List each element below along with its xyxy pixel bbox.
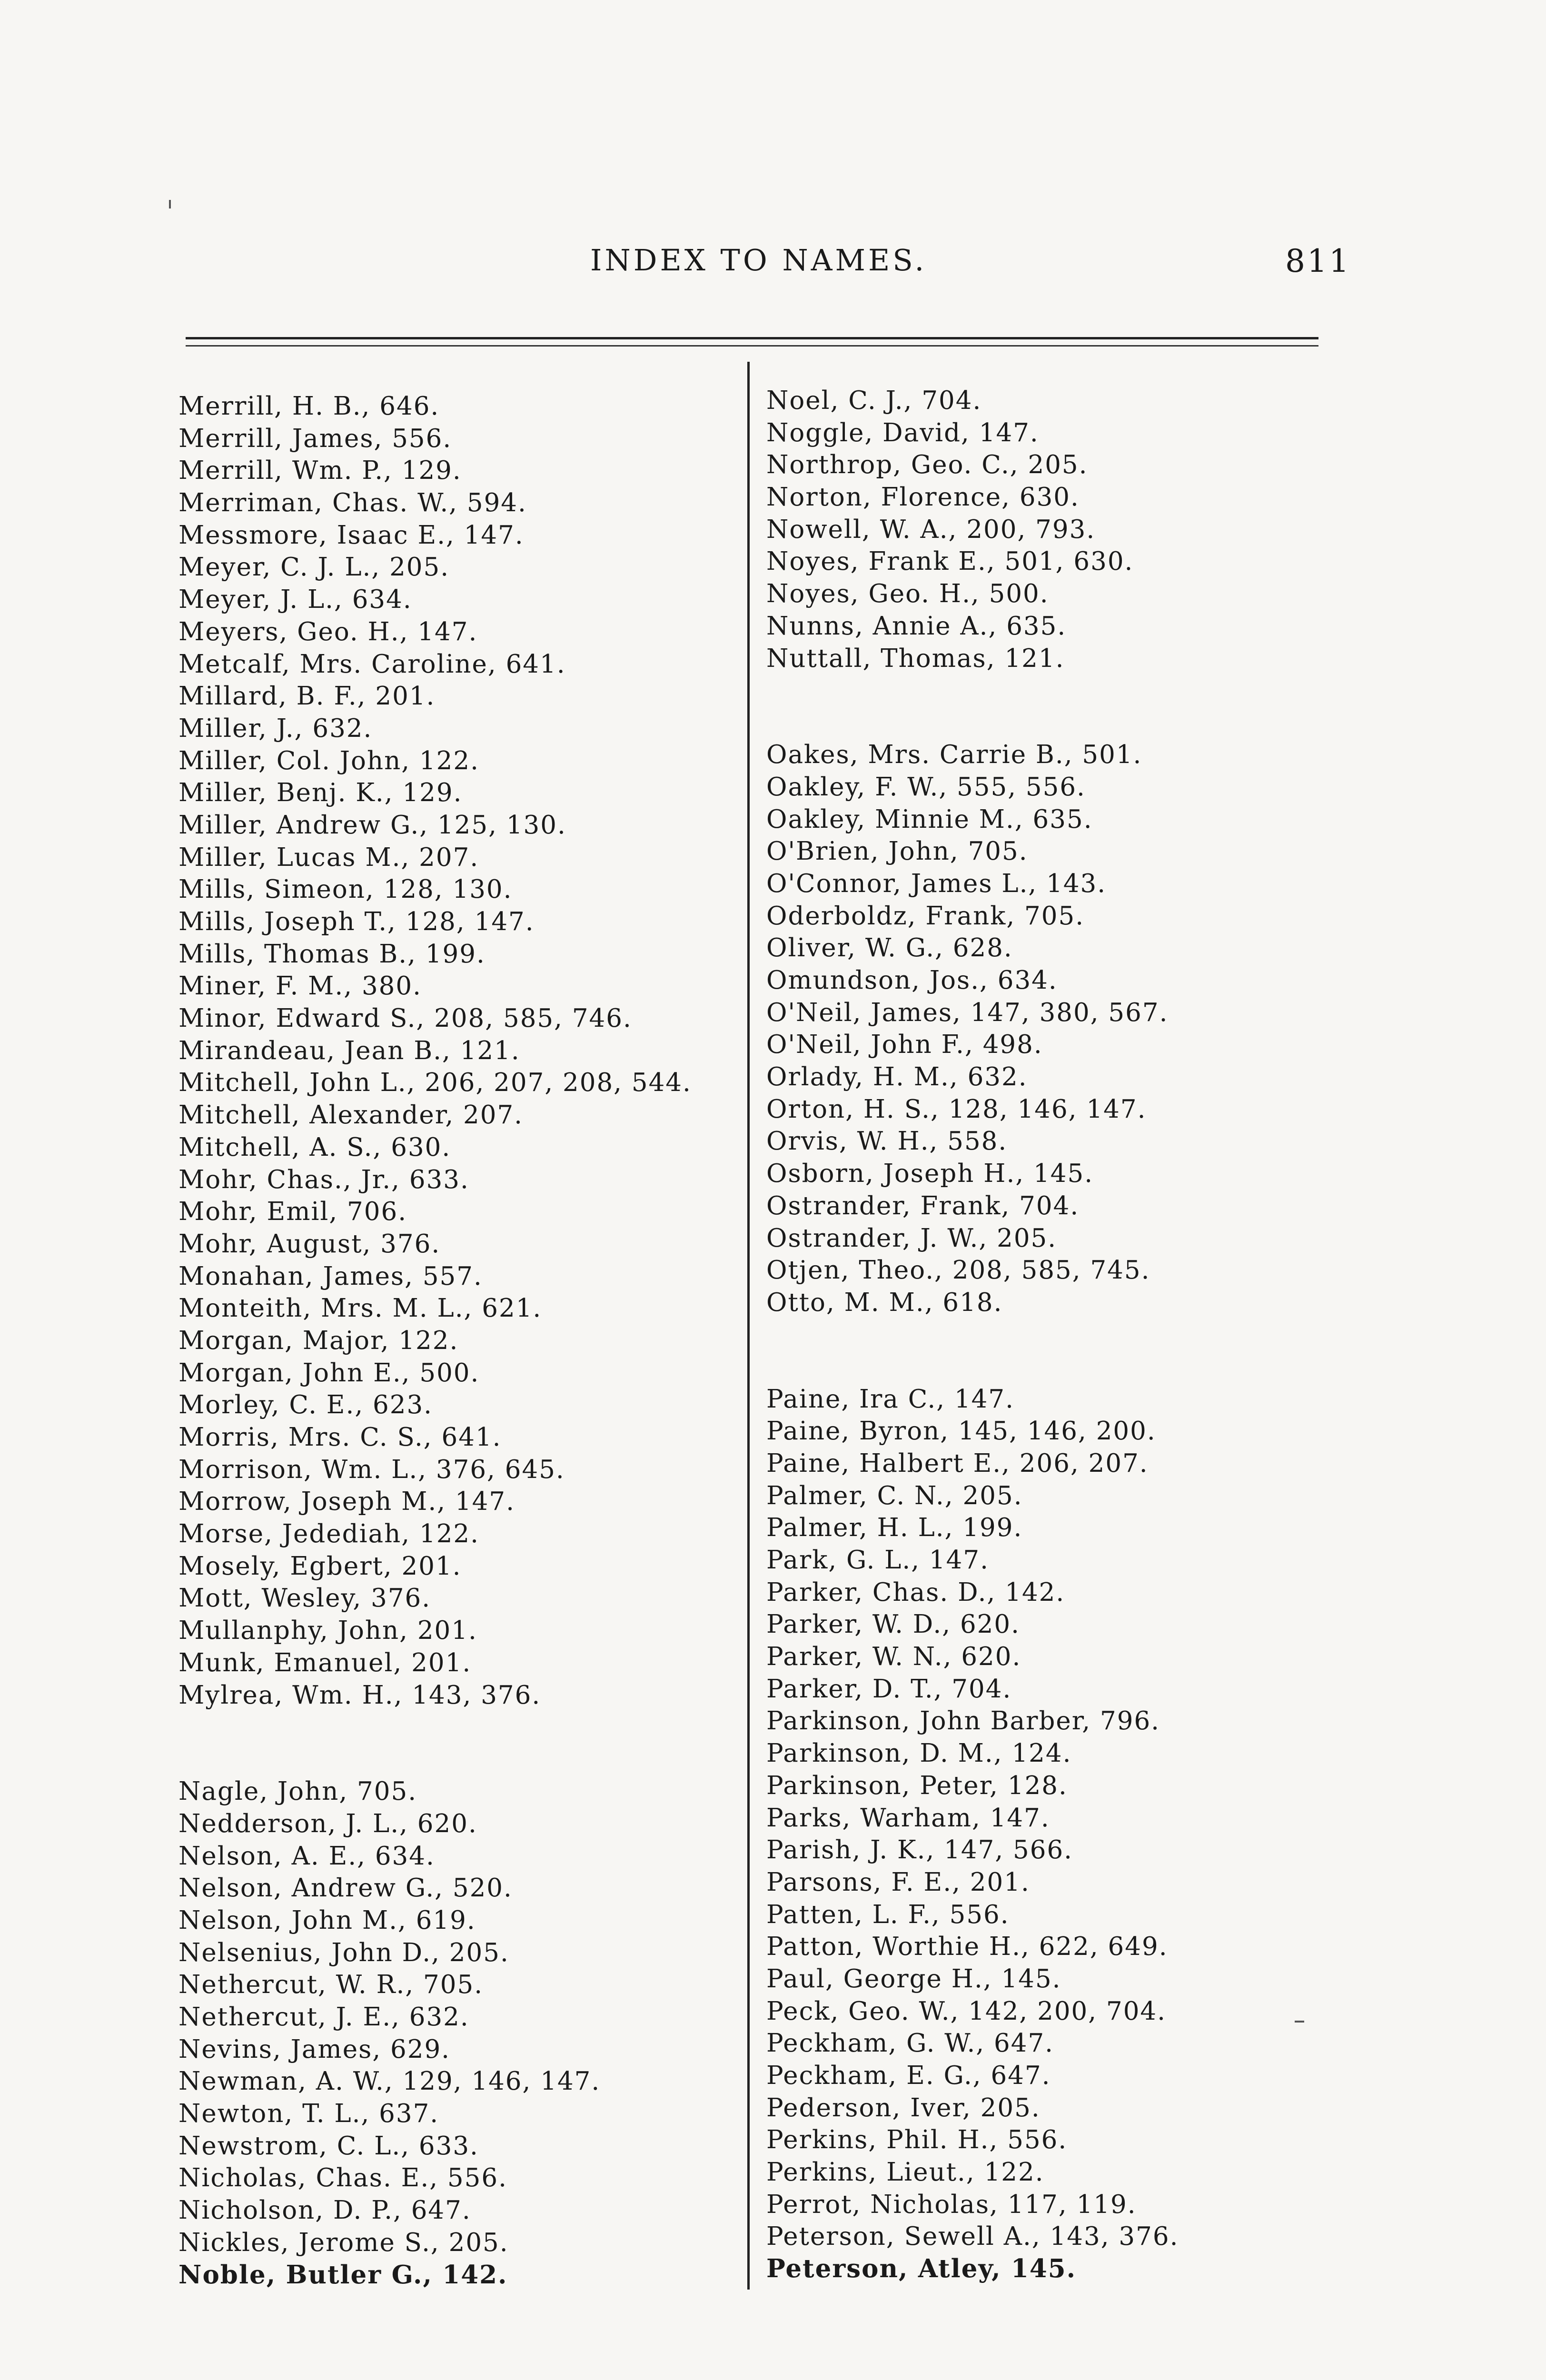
index-entry: Peterson, Atley, 145. — [766, 2254, 1077, 2284]
index-entry: Miller, Lucas M., 207. — [178, 843, 479, 872]
speck-mark — [1295, 2021, 1304, 2023]
index-entry: Monahan, James, 557. — [178, 1261, 483, 1291]
index-entry: Mills, Joseph T., 128, 147. — [178, 907, 535, 936]
index-entry: Merrill, H. B., 646. — [178, 392, 440, 421]
group-spacer — [766, 674, 1318, 739]
index-entry: Paine, Ira C., 147. — [766, 1384, 1014, 1414]
index-entry: Miller, Andrew G., 125, 130. — [178, 810, 566, 840]
group-spacer — [178, 1711, 731, 1775]
index-entry: Mitchell, A. S., 630. — [178, 1132, 451, 1162]
index-entry: Morris, Mrs. C. S., 641. — [178, 1423, 502, 1452]
index-entry: Meyers, Geo. H., 147. — [178, 617, 478, 646]
index-entry: Noel, C. J., 704. — [766, 386, 982, 415]
index-entry: Patton, Worthie H., 622, 649. — [766, 1932, 1168, 1962]
index-entry: Newton, T. L., 637. — [178, 2099, 439, 2129]
index-entry: Omundson, Jos., 634. — [766, 966, 1058, 995]
index-entry: Orvis, W. H., 558. — [766, 1127, 1008, 1156]
index-entry: Parker, D. T., 704. — [766, 1674, 1012, 1704]
index-entry: Parker, W. D., 620. — [766, 1610, 1020, 1639]
index-entry: Ostrander, J. W., 205. — [766, 1223, 1057, 1253]
index-entry: Perrot, Nicholas, 117, 119. — [766, 2190, 1137, 2219]
index-entry: Ostrander, Frank, 704. — [766, 1191, 1080, 1220]
index-entry: Otto, M. M., 618. — [766, 1288, 1003, 1317]
index-entry: Mohr, August, 376. — [178, 1229, 441, 1259]
index-entry: Messmore, Isaac E., 147. — [178, 520, 524, 550]
index-entry: Noyes, Geo. H., 500. — [766, 579, 1049, 609]
index-entry: O'Connor, James L., 143. — [766, 869, 1107, 898]
index-entry: Morse, Jedediah, 122. — [178, 1519, 479, 1549]
index-entry: Mitchell, Alexander, 207. — [178, 1101, 524, 1130]
index-entry: Nuttall, Thomas, 121. — [766, 644, 1065, 673]
index-entry: Orton, H. S., 128, 146, 147. — [766, 1094, 1147, 1124]
index-entry: Oakes, Mrs. Carrie B., 501. — [766, 740, 1142, 770]
right-column — [766, 385, 1318, 2285]
index-entry: Mirandeau, Jean B., 121. — [178, 1036, 520, 1065]
speck-mark — [169, 200, 171, 208]
index-entry: Pederson, Iver, 205. — [766, 2093, 1041, 2122]
index-entry: Merrill, Wm. P., 129. — [178, 456, 462, 486]
index-entry: Metcalf, Mrs. Caroline, 641. — [178, 649, 566, 679]
index-entry: Northrop, Geo. C., 205. — [766, 450, 1088, 480]
index-entry: Millard, B. F., 201. — [178, 682, 436, 711]
header-rule-thin — [186, 345, 1318, 347]
index-entry: Nagle, John, 705. — [178, 1777, 417, 1806]
group-spacer — [766, 1319, 1318, 1383]
index-entry: Noggle, David, 147. — [766, 418, 1039, 447]
index-entry: Nelsenius, John D., 205. — [178, 1938, 509, 1967]
index-entry: Monteith, Mrs. M. L., 621. — [178, 1294, 542, 1323]
index-entry: Nicholas, Chas. E., 556. — [178, 2163, 507, 2193]
index-entry: Parsons, F. E., 201. — [766, 1867, 1030, 1897]
index-entry: Palmer, H. L., 199. — [766, 1513, 1023, 1543]
index-entry: Parks, Warham, 147. — [766, 1803, 1050, 1833]
index-entry: Paul, George H., 145. — [766, 1964, 1061, 1993]
index-entry: Mullanphy, John, 201. — [178, 1616, 477, 1646]
index-entry: Peterson, Sewell A., 143, 376. — [766, 2222, 1179, 2251]
index-entry: Norton, Florence, 630. — [766, 483, 1080, 512]
index-entry: Parkinson, Peter, 128. — [766, 1771, 1068, 1800]
index-entry: O'Neil, John F., 498. — [766, 1030, 1043, 1060]
index-entry: Nelson, A. E., 634. — [178, 1841, 435, 1871]
index-entry: Paine, Byron, 145, 146, 200. — [766, 1417, 1156, 1446]
header-rule — [186, 337, 1318, 339]
index-entry: Park, G. L., 147. — [766, 1546, 989, 1575]
index-entry: Newstrom, C. L., 633. — [178, 2131, 479, 2161]
index-entry: Parker, W. N., 620. — [766, 1642, 1021, 1672]
index-entry: Perkins, Phil. H., 556. — [766, 2125, 1068, 2155]
index-entry: Mills, Simeon, 128, 130. — [178, 875, 513, 904]
index-entry: Perkins, Lieut., 122. — [766, 2158, 1044, 2187]
left-column — [178, 390, 731, 2291]
index-entry: Nevins, James, 629. — [178, 2034, 451, 2064]
index-entry: Miller, Col. John, 122. — [178, 746, 479, 775]
index-entry: Nethercut, W. R., 705. — [178, 1970, 484, 2000]
page-number: 811 — [1285, 243, 1351, 279]
index-entry: Mohr, Chas., Jr., 633. — [178, 1165, 469, 1194]
index-entry: Peck, Geo. W., 142, 200, 704. — [766, 1996, 1166, 2026]
index-entry: Noble, Butler G., 142. — [178, 2260, 508, 2290]
index-entry: Meyer, C. J. L., 205. — [178, 553, 450, 582]
index-entry: Morrow, Joseph M., 147. — [178, 1487, 515, 1517]
index-entry: Mosely, Egbert, 201. — [178, 1551, 462, 1581]
index-entry: Nickles, Jerome S., 205. — [178, 2228, 509, 2257]
index-entry: Morgan, John E., 500. — [178, 1358, 480, 1388]
index-entry: Otjen, Theo., 208, 585, 745. — [766, 1256, 1150, 1285]
index-entry: Oliver, W. G., 628. — [766, 933, 1013, 963]
index-entry: Miller, J., 632. — [178, 714, 373, 743]
index-entry: Mohr, Emil, 706. — [178, 1197, 407, 1227]
index-entry: Newman, A. W., 129, 146, 147. — [178, 2067, 601, 2096]
page-title: INDEX TO NAMES. — [590, 243, 927, 278]
index-entry: Miller, Benj. K., 129. — [178, 778, 463, 808]
index-entry: Nicholson, D. P., 647. — [178, 2196, 471, 2225]
index-entry: Meyer, J. L., 634. — [178, 585, 412, 615]
index-entry: Nethercut, J. E., 632. — [178, 2003, 469, 2032]
index-entry: Parish, J. K., 147, 566. — [766, 1835, 1073, 1865]
index-entry: O'Brien, John, 705. — [766, 837, 1028, 866]
index-entry: Oakley, F. W., 555, 556. — [766, 772, 1086, 802]
index-entry: O'Neil, James, 147, 380, 567. — [766, 998, 1169, 1027]
index-entry: Morley, C. E., 623. — [178, 1390, 433, 1420]
index-entry: Nunns, Annie A., 635. — [766, 611, 1067, 641]
index-entry: Parkinson, John Barber, 796. — [766, 1706, 1160, 1736]
index-entry: Mitchell, John L., 206, 207, 208, 544. — [178, 1068, 692, 1098]
index-entry: Mott, Wesley, 376. — [178, 1584, 431, 1613]
index-entry: Palmer, C. N., 205. — [766, 1481, 1023, 1510]
index-entry: Orlady, H. M., 632. — [766, 1062, 1028, 1092]
index-entry: Nowell, W. A., 200, 793. — [766, 515, 1096, 544]
index-entry: Nelson, Andrew G., 520. — [178, 1874, 513, 1903]
index-entry: Morrison, Wm. L., 376, 645. — [178, 1455, 565, 1484]
index-entry: Mylrea, Wm. H., 143, 376. — [178, 1680, 541, 1710]
index-entry: Merriman, Chas. W., 594. — [178, 488, 527, 518]
index-entry: Oakley, Minnie M., 635. — [766, 804, 1093, 834]
index-entry: Osborn, Joseph H., 145. — [766, 1159, 1094, 1189]
index-entry: Merrill, James, 556. — [178, 424, 452, 453]
index-entry: Oderboldz, Frank, 705. — [766, 901, 1085, 931]
index-entry: Parker, Chas. D., 142. — [766, 1577, 1065, 1607]
index-entry: Peckham, E. G., 647. — [766, 2061, 1051, 2090]
index-entry: Morgan, Major, 122. — [178, 1326, 459, 1355]
index-entry: Miner, F. M., 380. — [178, 972, 422, 1001]
index-entry: Peckham, G. W., 647. — [766, 2029, 1054, 2058]
index-entry: Nedderson, J. L., 620. — [178, 1809, 477, 1838]
index-entry: Munk, Emanuel, 201. — [178, 1648, 472, 1677]
index-entry: Paine, Halbert E., 206, 207. — [766, 1448, 1149, 1478]
column-divider — [747, 362, 750, 2290]
index-entry: Mills, Thomas B., 199. — [178, 939, 486, 969]
index-entry: Patten, L. F., 556. — [766, 1900, 1010, 1929]
index-entry: Noyes, Frank E., 501, 630. — [766, 547, 1134, 576]
index-entry: Parkinson, D. M., 124. — [766, 1739, 1072, 1768]
index-entry: Nelson, John M., 619. — [178, 1905, 476, 1935]
index-entry: Minor, Edward S., 208, 585, 746. — [178, 1004, 632, 1033]
